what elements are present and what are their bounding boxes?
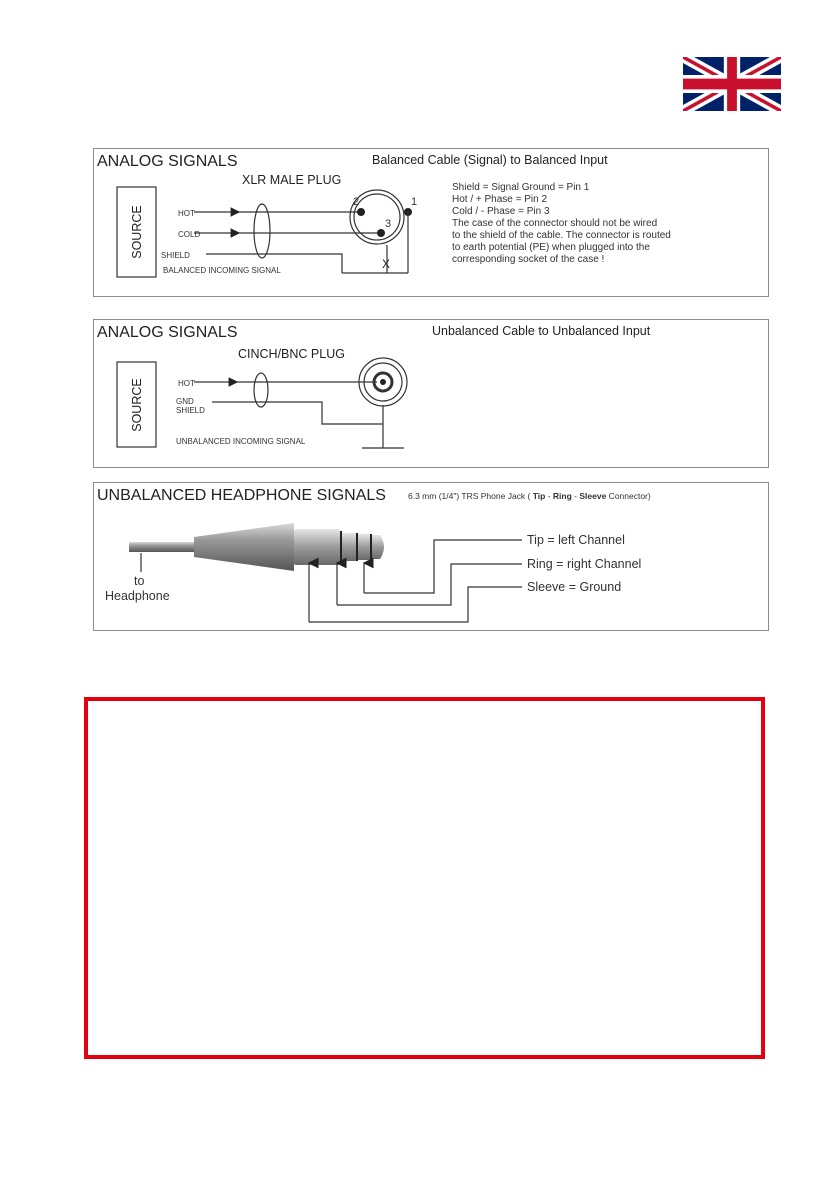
note-line: Hot / + Phase = Pin 2	[452, 194, 548, 205]
plug-label: CINCH/BNC PLUG	[238, 347, 345, 361]
incoming-label: BALANCED INCOMING SIGNAL	[163, 266, 281, 275]
pin-1-label: 1	[411, 196, 418, 208]
red-outline-box	[84, 697, 765, 1059]
plug-label: XLR MALE PLUG	[242, 173, 342, 187]
panel-title: UNBALANCED HEADPHONE SIGNALS	[97, 487, 386, 504]
unbalanced-signal-panel	[93, 319, 769, 468]
hot-label: HOT	[178, 209, 195, 218]
incoming-label: UNBALANCED INCOMING SIGNAL	[176, 437, 306, 446]
note-line: Shield = Signal Ground = Pin 1	[452, 182, 590, 193]
gnd-label: GND	[176, 397, 194, 406]
panel-title: ANALOG SIGNALS	[97, 153, 238, 170]
source-label: SOURCE	[130, 205, 144, 259]
source-label: SOURCE	[130, 378, 144, 432]
shield-label: SHIELD	[161, 251, 190, 260]
cold-label: COLD	[178, 230, 201, 239]
panel-subtitle: Balanced Cable (Signal) to Balanced Input	[372, 153, 608, 167]
note-line: to earth potential (PE) when plugged into the	[452, 242, 650, 253]
headphone-label: Headphone	[105, 589, 170, 603]
panel-title: ANALOG SIGNALS	[97, 324, 238, 341]
note-line: corresponding socket of the case !	[452, 254, 605, 265]
pin-2-label: 2	[353, 196, 360, 208]
panel-subtitle: Unbalanced Cable to Unbalanced Input	[432, 324, 651, 338]
case-not-connected-mark: X	[382, 257, 391, 271]
ring-legend: Ring = right Channel	[527, 557, 642, 571]
note-line: The case of the connector should not be wired	[452, 218, 658, 229]
tip-legend: Tip = left Channel	[527, 533, 625, 547]
to-label: to	[134, 574, 145, 588]
note-line: to the shield of the cable. The connector is routed	[452, 230, 671, 241]
panel-subtitle: 6.3 mm (1/4") TRS Phone Jack ( Tip - Ring - Sleeve Connector)	[408, 491, 651, 501]
pin-3-label: 3	[385, 218, 392, 230]
sleeve-legend: Sleeve = Ground	[527, 580, 622, 594]
union-jack-flag-icon	[683, 57, 781, 111]
note-line: Cold / - Phase = Pin 3	[452, 206, 550, 217]
headphone-signal-panel	[93, 482, 769, 631]
shield-label: SHIELD	[176, 406, 205, 415]
balanced-signal-panel	[93, 148, 769, 297]
hot-label: HOT	[178, 379, 195, 388]
trs-plug-icon	[129, 523, 384, 571]
